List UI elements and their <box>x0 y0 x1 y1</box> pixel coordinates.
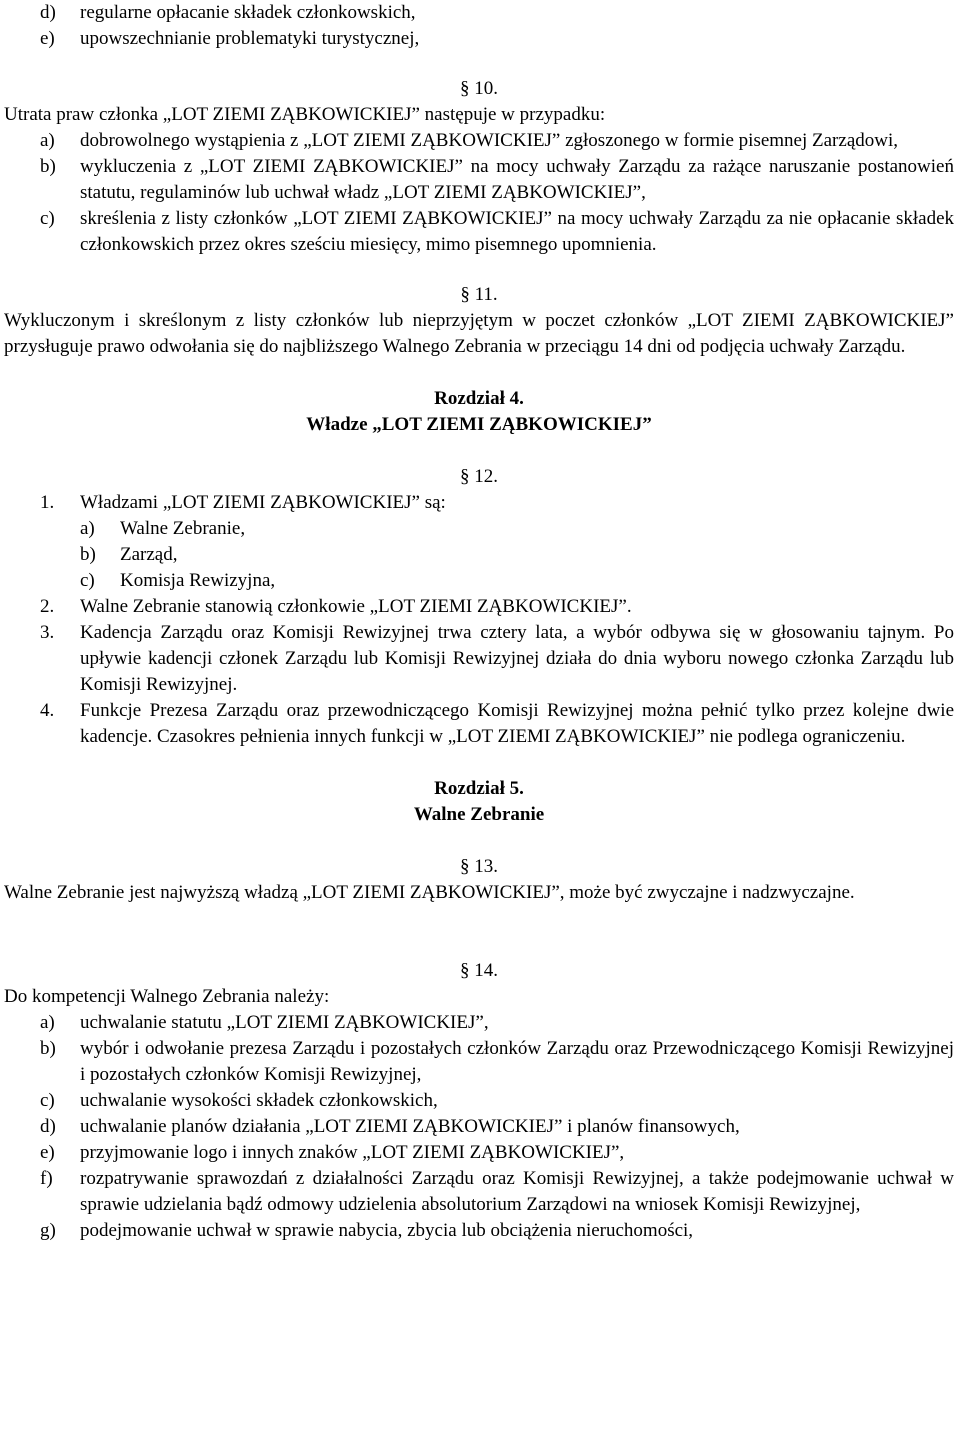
chapter-label-4: Rozdział 4. <box>434 388 524 409</box>
list-marker: 1. <box>40 492 55 513</box>
list-marker: a) <box>40 1012 55 1033</box>
list-marker: g) <box>40 1220 56 1241</box>
list-text: Funkcje Prezesa Zarządu oraz przewodniczącego Komisji Rewizyjnej można pełnić tylko przez kolejne dwie kadencje. Czasokres pełnienia innych funkcji w „LOT ZIEMI ZĄBKOWICKIEJ” nie podlega ograniczeniu. <box>80 700 954 747</box>
numbered-item <box>4 594 954 620</box>
chapter-title-4: Władze „LOT ZIEMI ZĄBKOWICKIEJ” <box>306 414 652 435</box>
list-marker: c) <box>40 1090 55 1111</box>
list-item <box>4 1218 954 1244</box>
section-14-list <box>4 1010 954 1244</box>
list-text: podejmowanie uchwał w sprawie nabycia, zbycia lub obciążenia nieruchomości, <box>80 1220 694 1241</box>
list-marker: c) <box>40 208 55 229</box>
chapter-label-5: Rozdział 5. <box>434 778 524 799</box>
list-marker: f) <box>40 1168 53 1189</box>
list-marker: 4. <box>40 700 55 721</box>
list-item <box>4 1166 954 1218</box>
list-marker: d) <box>40 1116 56 1137</box>
section-intro-10: Utrata praw członka „LOT ZIEMI ZĄBKOWICKIEJ” następuje w przypadku: <box>4 104 606 125</box>
list-text: Komisja Rewizyjna, <box>120 570 276 591</box>
top-list <box>4 0 954 52</box>
section-10-list <box>4 128 954 258</box>
list-marker: a) <box>40 130 55 151</box>
list-marker: e) <box>40 1142 55 1163</box>
list-item <box>4 154 954 206</box>
list-item <box>4 1036 954 1088</box>
list-marker: d) <box>40 2 56 23</box>
list-marker: e) <box>40 28 55 49</box>
list-marker: a) <box>80 518 95 539</box>
list-text: regularne opłacanie składek członkowskich, <box>80 2 416 23</box>
list-text: Władzami „LOT ZIEMI ZĄBKOWICKIEJ” są: <box>80 492 446 513</box>
list-marker: b) <box>80 544 96 565</box>
list-text: Kadencja Zarządu oraz Komisji Rewizyjnej trwa cztery lata, a wybór odbywa się w głosowaniu tajnym. Po upływie kadencji członek Zarządu lub Komisji Rewizyjnej działa do dnia wyboru nowego członka Zarządu lub Komisji Rewizyjnej. <box>80 622 954 695</box>
list-text: dobrowolnego wystąpienia z „LOT ZIEMI ZĄBKOWICKIEJ” zgłoszonego w formie pisemnej Zarządowi, <box>80 130 899 151</box>
list-text: uchwalanie statutu „LOT ZIEMI ZĄBKOWICKIEJ”, <box>80 1012 489 1033</box>
chapter-title-5: Walne Zebranie <box>413 804 545 825</box>
section-12-list <box>4 490 954 750</box>
list-text: upowszechnianie problematyki turystycznej, <box>80 28 420 49</box>
list-text: skreślenia z listy członków „LOT ZIEMI ZĄBKOWICKIEJ” na mocy uchwały Zarządu za nie opłacanie składek członkowskich przez okres sześciu miesięcy, mimo pisemnego upomnienia. <box>80 208 954 255</box>
list-item <box>80 542 954 568</box>
list-item <box>4 26 954 52</box>
list-item <box>4 206 954 258</box>
list-text: Walne Zebranie, <box>120 518 246 539</box>
numbered-item <box>4 698 954 750</box>
list-text: wybór i odwołanie prezesa Zarządu i pozostałych członków Zarządu oraz Przewodniczącego Komisji Rewizyjnej i pozostałych członków Komisji Rewizyjnej, <box>80 1038 954 1085</box>
list-item <box>80 516 954 542</box>
numbered-item <box>4 490 954 516</box>
list-text: Zarząd, <box>120 544 178 565</box>
list-item <box>4 1010 954 1036</box>
list-item <box>80 568 954 594</box>
numbered-item <box>4 620 954 698</box>
section-heading-12: § 12. <box>460 466 498 487</box>
list-marker: 2. <box>40 596 55 617</box>
list-marker: b) <box>40 156 56 177</box>
list-item <box>4 1140 954 1166</box>
list-text: wykluczenia z „LOT ZIEMI ZĄBKOWICKIEJ” na mocy uchwały Zarządu za rażące naruszanie postanowień statutu, regulaminów lub uchwał władz „LOT ZIEMI ZĄBKOWICKIEJ”, <box>80 156 954 203</box>
list-text: uchwalanie wysokości składek członkowskich, <box>80 1090 438 1111</box>
section-heading-11: § 11. <box>460 284 498 305</box>
list-text: przyjmowanie logo i innych znaków „LOT ZIEMI ZĄBKOWICKIEJ”, <box>80 1142 625 1163</box>
list-marker: 3. <box>40 622 55 643</box>
list-text: uchwalanie planów działania „LOT ZIEMI ZĄBKOWICKIEJ” i planów finansowych, <box>80 1116 740 1137</box>
list-item <box>4 1114 954 1140</box>
list-item <box>4 1088 954 1114</box>
list-text: Walne Zebranie stanowią członkowie „LOT ZIEMI ZĄBKOWICKIEJ”. <box>80 596 632 617</box>
section-text-11: Wykluczonym i skreślonym z listy członków lub nieprzyjętym w poczet członków „LOT ZIEMI ZĄBKOWICKIEJ” przysługuje prawo odwołania się do najbliższego Walnego Zebrania w przeciągu 14 dni od podjęcia uchwały Zarządu. <box>4 310 954 357</box>
list-marker: c) <box>80 570 95 591</box>
list-item <box>4 128 954 154</box>
list-text: rozpatrywanie sprawozdań z działalności Zarządu oraz Komisji Rewizyjnej, a także podejmowanie uchwał w sprawie udzielania bądź odmowy udzielenia absolutorium Zarządowi na wniosek Komisji Rewizyjnej, <box>80 1168 954 1215</box>
sub-list <box>80 516 954 594</box>
section-text-13: Walne Zebranie jest najwyższą władzą „LOT ZIEMI ZĄBKOWICKIEJ”, może być zwyczajne i nadzwyczajne. <box>4 882 855 903</box>
list-marker: b) <box>40 1038 56 1059</box>
section-intro-14: Do kompetencji Walnego Zebrania należy: <box>4 986 330 1007</box>
section-heading-13: § 13. <box>460 856 498 877</box>
section-heading-10: § 10. <box>460 78 498 99</box>
section-heading-14: § 14. <box>460 960 498 981</box>
list-item <box>4 0 954 26</box>
